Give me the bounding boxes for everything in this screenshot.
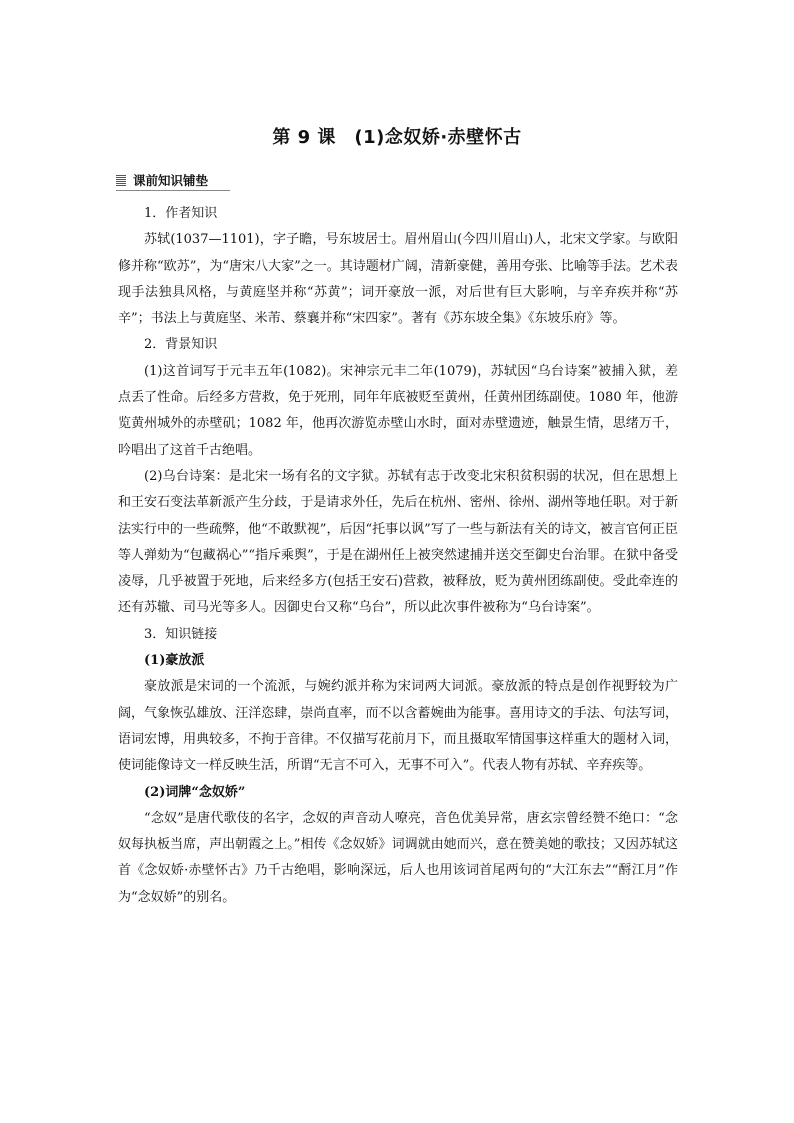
subheading-cipai: (2)词牌“念奴娇” [144, 784, 246, 800]
paragraph-cipai: “念奴”是唐代歌伎的名字，念奴的声音动人嘹亮，音色优美异常，唐玄宗曾经赞不绝口：“念奴每执板当席，声出朝霞之上。”相传《念奴娇》词调就由她而兴，意在赞美她的歌技；又因苏轼这首《念奴娇·赤壁怀古》乃千古绝唱，影响深远，后人也用该词首尾两句的“大江东去”“酹江月”作为“念奴娇”的别名。 [118, 810, 678, 905]
heading-background: 2．背景知识 [144, 337, 218, 353]
section-bar-icon [116, 175, 126, 186]
subheading-haofang: (1)豪放派 [144, 653, 205, 669]
section-header [116, 172, 230, 191]
content-body [118, 201, 678, 911]
section-label: 课前知识铺垫 [133, 173, 209, 188]
heading-author: 1．作者知识 [144, 206, 218, 221]
paragraph-haofang: 豪放派是宋词的一个流派，与婉约派并称为宋词两大词派。豪放派的特点是创作视野较为广阔，气象恢弘雄放、汪洋恣肆，崇尚直率，而不以含蓄婉曲为能事。喜用诗文的手法、句法写词，语词宏博，用典较多，不拘于音律。不仅描写花前月下，而且摄取军情国事这样重大的题材入词，使词能像诗文一样反映生活，所谓“无言不可入，无事不可入”。代表人物有苏轼、辛弃疾等。 [118, 679, 678, 774]
paragraph-background-1: (1)这首词写于元丰五年(1082)。宋神宗元丰二年(1079)，苏轼因“乌台诗案”被捕入狱，差点丢了性命。后经多方营救，免于死刑，同年年底被贬至黄州，任黄州团练副使。1080 年，他游览黄州城外的赤壁矶；1082 年，他再次游览赤壁山水时，面对赤壁遗迹，触景生情，思绪万千，吟唱出了这首千古绝唱。 [118, 363, 678, 458]
paragraph-author: 苏轼(1037—1101)，字子瞻，号东坡居士。眉州眉山(今四川眉山)人，北宋文学家。与欧阳修并称“欧苏”，为“唐宋八大家”之一。其诗题材广阔，清新豪健，善用夸张、比喻等手法。艺术表现手法独具风格，与黄庭坚并称“苏黄”；词开豪放一派，对后世有巨大影响，与辛弃疾并称“苏辛”；书法上与黄庭坚、米芾、蔡襄并称“宋四家”。著有《苏东坡全集》《东坡乐府》等。 [118, 232, 678, 327]
page-title: 第 9 课 (1)念奴娇·赤壁怀古 [272, 127, 522, 148]
heading-links: 3．知识链接 [144, 626, 218, 642]
paragraph-background-2: (2)乌台诗案：是北宋一场有名的文字狱。苏轼有志于改变北宋积贫积弱的状况，但在思想上和王安石变法革新派产生分歧，于是请求外任，先后在杭州、密州、徐州、湖州等地任职。对于新法实行中的一些疏弊，他“不敢默视”，后因“托事以讽”写了一些与新法有关的诗文，被言官何正臣等人弹劾为“包藏祸心”“指斥乘舆”，于是在湖州任上被突然逮捕并送交至御史台治罪。在狱中备受凌辱，几乎被置于死地，后来经多方(包括王安石)营救，被释放，贬为黄州团练副使。受此牵连的还有苏辙、司马光等多人。因御史台又称“乌台”，所以此次事件被称为“乌台诗案”。 [118, 468, 678, 616]
